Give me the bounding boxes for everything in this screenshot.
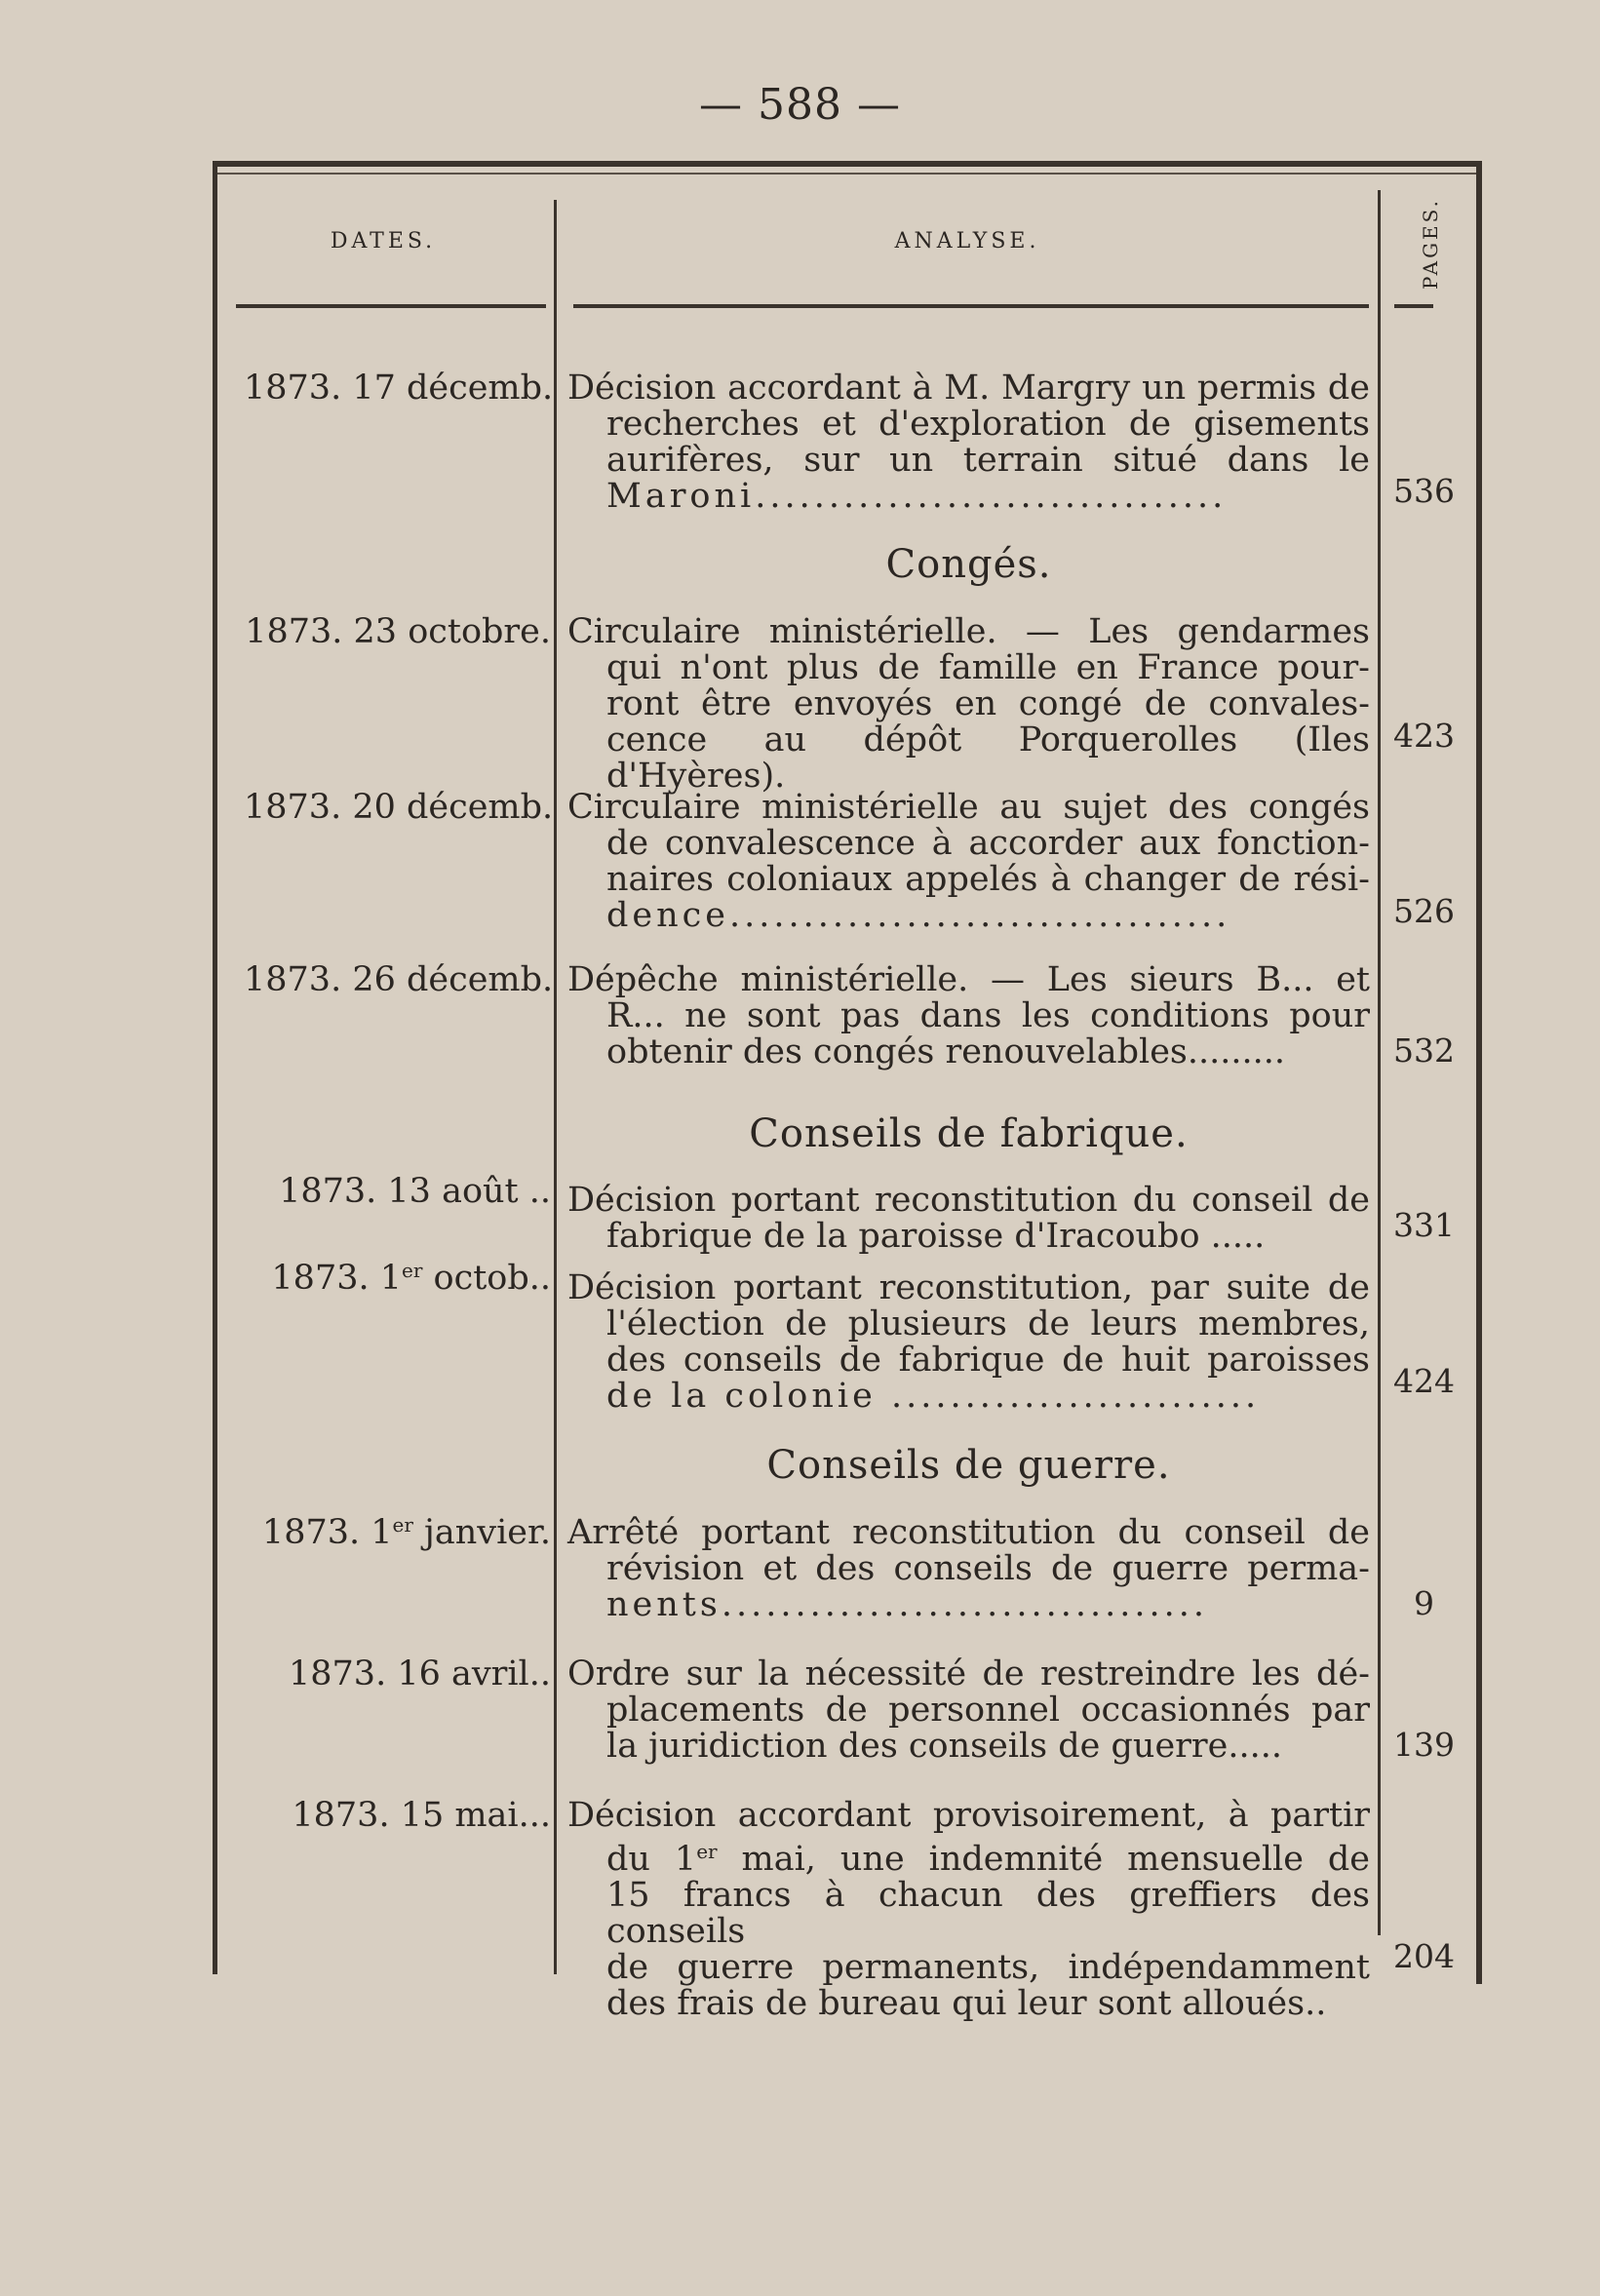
entry-analysis <box>567 1183 1370 1255</box>
column-rule-dates <box>554 200 557 1974</box>
entry-page: 532 <box>1393 1031 1455 1070</box>
entry-line: ront être envoyés en congé de convales- <box>606 684 1370 723</box>
entry-page: 423 <box>1393 717 1455 755</box>
entry-date: 1873. 23 octobre. <box>245 612 551 651</box>
date-suffix: octob.. <box>422 1259 551 1298</box>
section-title: Conseils de guerre. <box>766 1443 1171 1488</box>
header-dates: DATES. <box>330 229 437 253</box>
entry-line: nents................................. <box>606 1585 1208 1624</box>
entry-line: 15 francs à chacun des greffiers des conseils <box>606 1876 1370 1951</box>
column-rule-analyse <box>1378 190 1381 1935</box>
entry-line: Décision accordant à M. Margry un permis de <box>567 369 1370 408</box>
entry-line: Circulaire ministérielle. — Les gendarmes <box>567 612 1370 651</box>
entry-analysis <box>567 790 1370 934</box>
entry-line: de la colonie ......................... <box>606 1377 1261 1416</box>
line-sup: er <box>696 1840 718 1863</box>
entry-analysis <box>567 1515 1370 1623</box>
entry-date: 1873. 26 décemb. <box>244 960 554 999</box>
entry-line: Décision accordant provisoirement, à partir <box>567 1796 1370 1835</box>
header-pages-wrap <box>1396 190 1464 297</box>
entry-date: 1873. 20 décemb. <box>244 788 554 827</box>
header-pages: PAGES. <box>1419 198 1442 290</box>
entry-line: l'élection de plusieurs de leurs membres, <box>606 1304 1370 1343</box>
top-rule <box>213 161 1480 167</box>
top-rule-thin <box>213 173 1480 175</box>
right-rule <box>1476 161 1482 1984</box>
entry-page: 536 <box>1393 472 1455 510</box>
entry-line: fabrique de la paroisse d'Iracoubo ..... <box>606 1217 1266 1256</box>
entry-page: 204 <box>1393 1937 1455 1975</box>
date-suffix: janvier. <box>412 1513 551 1552</box>
entry-line: Circulaire ministérielle au sujet des congés <box>567 788 1370 827</box>
entry-line: aurifères, sur un terrain situé dans le <box>606 441 1370 480</box>
entry-page: 9 <box>1414 1584 1434 1622</box>
entry-line: dence.................................. <box>606 896 1231 935</box>
line-prefix: du 1 <box>606 1840 697 1879</box>
header-underline-dates <box>236 304 546 308</box>
entry-page: 139 <box>1393 1726 1455 1764</box>
date-sup: er <box>402 1259 423 1282</box>
entry-line: qui n'ont plus de famille en France pour- <box>606 648 1370 687</box>
entry-line: révision et des conseils de guerre perma- <box>606 1549 1370 1588</box>
entry-line: naires coloniaux appelés à changer de rési- <box>606 860 1370 899</box>
entry-analysis <box>567 1798 1370 2022</box>
entry-line: des conseils de fabrique de huit paroisses <box>606 1341 1370 1380</box>
entry-line: Ordre sur la nécessité de restreindre les dé- <box>567 1654 1370 1693</box>
entry-line: des frais de bureau qui leur sont alloués.. <box>606 1984 1327 2023</box>
date-prefix: 1873. 1 <box>271 1259 402 1298</box>
header-underline-analyse <box>573 304 1369 308</box>
entry-line: recherches et d'exploration de gisements <box>606 405 1370 444</box>
entry-date: 1873. 17 décemb. <box>244 369 554 408</box>
entry-page: 424 <box>1393 1362 1455 1400</box>
entry-line: Dépêche ministérielle. — Les sieurs B... et <box>567 960 1370 999</box>
entry-line <box>567 1834 1370 1878</box>
entry-date: 1873. 15 mai... <box>292 1796 551 1835</box>
entry-analysis <box>567 1270 1370 1415</box>
entry-analysis <box>567 614 1370 795</box>
entry-line: de convalescence à accorder aux fonction- <box>606 824 1370 863</box>
left-rule <box>213 161 217 1974</box>
entry-line: de guerre permanents, indépendamment <box>606 1948 1370 1987</box>
entry-date <box>244 1259 551 1298</box>
entry-date: 1873. 16 avril.. <box>289 1654 551 1693</box>
entry-line: Maroni................................ <box>606 477 1228 516</box>
entry-line: Décision portant reconstitution du conseil de <box>567 1181 1370 1220</box>
entry-analysis <box>567 1656 1370 1765</box>
entry-date <box>244 1513 551 1552</box>
date-sup: er <box>392 1513 413 1537</box>
section-title: Congés. <box>885 542 1052 587</box>
section-title: Conseils de fabrique. <box>749 1111 1189 1156</box>
entry-line: la juridiction des conseils de guerre..... <box>606 1727 1282 1766</box>
header-underline-pages <box>1394 304 1433 308</box>
entry-analysis <box>567 962 1370 1070</box>
entry-line: Arrêté portant reconstitution du conseil de <box>567 1513 1370 1552</box>
entry-page: 331 <box>1393 1206 1455 1244</box>
date-prefix: 1873. 1 <box>261 1513 393 1552</box>
line-rest: mai, une indemnité mensuelle de <box>717 1840 1371 1879</box>
entry-analysis <box>567 370 1370 515</box>
entry-date: 1873. 13 août .. <box>279 1172 551 1211</box>
entry-line: obtenir des congés renouvelables......... <box>606 1032 1286 1071</box>
entry-line: cence au dépôt Porquerolles (Iles d'Hyères). <box>606 720 1370 796</box>
entry-line: placements de personnel occasionnés par <box>606 1691 1370 1730</box>
page-number: — 588 — <box>699 80 901 130</box>
entry-line: R... ne sont pas dans les conditions pour <box>606 996 1370 1035</box>
entry-line: Décision portant reconstitution, par suite de <box>567 1268 1370 1307</box>
header-analyse: ANALYSE. <box>894 229 1040 253</box>
entry-page: 526 <box>1393 892 1455 930</box>
